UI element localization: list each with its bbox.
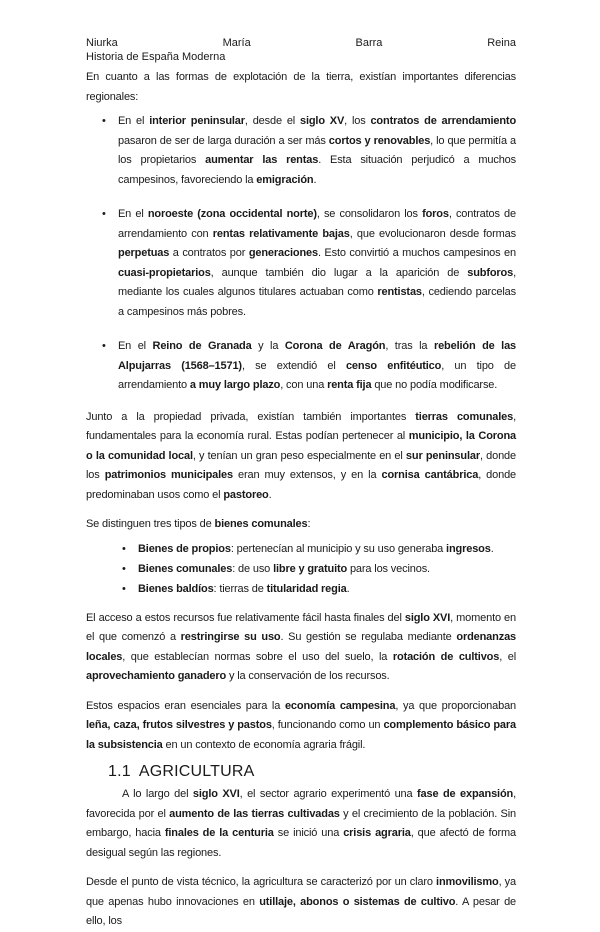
- text: . Esta situación perjudicó a muchos campesinos, favoreciendo la: [118, 154, 516, 186]
- text: , momento en el que comenzó a: [86, 611, 516, 643]
- intro-paragraph: En cuanto a las formas de explotación de la tierra, existían importantes diferencias regionales:: [86, 71, 516, 103]
- keyword: bienes comunales: [214, 518, 308, 530]
- comunales-paragraph: [86, 408, 516, 506]
- text: , lo que permitía a los propietarios: [118, 134, 516, 166]
- text: En el: [118, 340, 153, 352]
- text: , el sector agrario experimentó una: [239, 788, 418, 800]
- keyword: Bienes comunales: [138, 562, 233, 575]
- keyword: emigración: [256, 173, 314, 186]
- keyword: complemento básico para la subsistencia: [86, 719, 517, 751]
- espacios-paragraph: [86, 697, 516, 756]
- keyword: sur peninsular: [405, 449, 480, 462]
- text: se inició una: [273, 827, 344, 839]
- keyword: rotación de cultivos: [392, 650, 500, 663]
- keyword: Bienes baldíos: [138, 582, 214, 595]
- text: , mediante los cuales algunos titulares actuaban como: [118, 266, 516, 298]
- keyword: restringirse su uso: [180, 631, 281, 643]
- document-page: [86, 36, 516, 932]
- text: para los vecinos.: [347, 562, 430, 575]
- keyword: generaciones: [248, 247, 318, 259]
- text: y la: [251, 340, 285, 352]
- keyword: ordenanzas locales: [86, 631, 517, 663]
- text: , que establecían normas sobre el uso del suelo, la: [122, 650, 393, 663]
- keyword: subforos: [467, 266, 514, 279]
- text: Estos espacios eran esenciales para la: [86, 699, 285, 712]
- keyword: siglo XV: [299, 115, 345, 127]
- text: y la conservación de los recursos.: [226, 670, 390, 682]
- text: , tras la: [385, 340, 434, 352]
- list-item-granada-aragon: [86, 337, 516, 396]
- keyword: censo enfitéutico: [345, 359, 442, 372]
- keyword: patrimonios municipales: [104, 469, 233, 481]
- regional-differences-list: [86, 112, 516, 396]
- keyword: pastoreo: [223, 488, 269, 501]
- list-item-baldios: [86, 579, 516, 599]
- keyword: contratos de arrendamiento: [370, 115, 517, 127]
- bullet-icon: •: [122, 562, 126, 575]
- text: , se consolidaron los: [316, 208, 423, 220]
- text: pasaron de ser de larga duración a ser más: [118, 134, 329, 147]
- text: , un tipo de arrendamiento: [118, 359, 516, 391]
- text: , fundamentales para la economía rural. Estas podían pertenecer al: [86, 410, 516, 442]
- text: que no podía modificarse.: [371, 379, 498, 391]
- course-header: Historia de España Moderna: [86, 51, 226, 63]
- text: , el: [499, 650, 516, 663]
- text: y el crecimiento de la población. Sin embargo, hacia: [86, 807, 516, 839]
- list-item-comunales: [86, 559, 516, 579]
- bullet-icon: •: [102, 340, 106, 352]
- keyword: rebelión de las Alpujarras (1568–1571): [118, 340, 517, 372]
- keyword: Corona de Aragón: [284, 340, 386, 352]
- keyword: fase de expansión: [417, 788, 514, 800]
- text: .: [346, 582, 350, 595]
- text: , que afectó de forma desigual según las regiones.: [86, 827, 516, 859]
- text: a contratos por: [169, 247, 249, 259]
- bullet-icon: •: [102, 208, 106, 220]
- author-first-name: Niurka: [86, 37, 118, 49]
- text: , ya que proporcionaban: [395, 699, 517, 712]
- text: En el: [118, 115, 150, 127]
- text: : pertenecían al municipio y su uso generaba: [230, 542, 447, 555]
- keyword: cortos y renovables: [328, 134, 431, 147]
- author-second-name: María: [222, 37, 251, 49]
- bullet-icon: •: [102, 115, 106, 127]
- text: , con una: [280, 379, 328, 391]
- text: eran muy extensos, y en la: [232, 469, 382, 481]
- text: . Su gestión se regulaba mediante: [280, 631, 457, 643]
- text: , que evolucionaron desde formas: [349, 227, 516, 240]
- keyword: titularidad regia: [266, 582, 347, 595]
- section-number: 1.1: [108, 763, 131, 780]
- text: , cediendo parcelas a campesinos más pobres.: [118, 286, 516, 318]
- keyword: libre y gratuito: [273, 562, 348, 575]
- author-second-surname: Reina: [487, 37, 516, 49]
- text: :: [307, 518, 311, 530]
- author-first-surname: Barra: [355, 37, 383, 49]
- text: , se extendió el: [241, 359, 346, 372]
- text: , desde el: [244, 115, 300, 127]
- keyword: finales de la centuria: [164, 827, 274, 839]
- keyword: siglo XVI: [404, 611, 451, 624]
- keyword: tierras comunales: [415, 410, 514, 423]
- text: Junto a la propiedad privada, existían también importantes: [86, 410, 416, 423]
- keyword: cornisa cantábrica: [381, 469, 479, 481]
- text: , contratos de arrendamiento con: [118, 208, 516, 240]
- keyword: leña, caza, frutos silvestres y pastos: [86, 719, 272, 731]
- text: , aunque también dio lugar a la aparición de: [210, 266, 468, 279]
- section-heading: [86, 761, 516, 783]
- text: A lo largo del: [122, 788, 193, 800]
- agricultura-paragraph: [86, 785, 516, 863]
- bullet-icon: •: [122, 582, 126, 595]
- keyword: Bienes de propios: [138, 542, 231, 555]
- tecnico-paragraph: [86, 873, 516, 932]
- text: : tierras de: [213, 582, 267, 595]
- text: En el: [118, 208, 148, 220]
- keyword: municipio, la Corona o la comunidad local: [86, 430, 516, 462]
- text: , donde predominaban usos como el: [86, 469, 517, 501]
- keyword: rentas relativamente bajas: [212, 227, 350, 240]
- keyword: aumento de las tierras cultivadas: [169, 807, 340, 820]
- acceso-paragraph: [86, 609, 516, 687]
- keyword: aprovechamiento ganadero: [86, 670, 227, 682]
- text: : de uso: [232, 562, 274, 575]
- keyword: cuasi-propietarios: [118, 266, 211, 279]
- text: , donde los: [86, 449, 516, 481]
- keyword: interior peninsular: [149, 115, 245, 127]
- keyword: utillaje, abonos o sistemas de cultivo: [259, 895, 456, 908]
- keyword: renta fija: [327, 379, 372, 391]
- text: El acceso a estos recursos fue relativamente fácil hasta finales del: [86, 611, 405, 624]
- keyword: ingresos: [446, 542, 491, 555]
- keyword: aumentar las rentas: [205, 154, 319, 166]
- keyword: perpetuas: [118, 247, 170, 259]
- keyword: noroeste (zona occidental norte): [147, 208, 317, 220]
- list-item-interior: [86, 112, 516, 190]
- keyword: rentistas: [377, 286, 422, 298]
- keyword: inmovilismo: [436, 876, 499, 888]
- keyword: crisis agraria: [343, 827, 411, 839]
- text: .: [268, 488, 272, 501]
- keyword: siglo XVI: [192, 788, 240, 800]
- section-title: AGRICULTURA: [138, 763, 255, 780]
- text: , los: [344, 115, 371, 127]
- text: .: [490, 542, 494, 555]
- text: . Esto convirtió a muchos campesinos en: [317, 247, 516, 259]
- keyword: a muy largo plazo: [189, 379, 281, 391]
- bullet-icon: •: [122, 542, 126, 555]
- text: Desde el punto de vista técnico, la agricultura se caracterizó por un claro: [86, 876, 437, 888]
- keyword: economía campesina: [284, 699, 396, 712]
- text: .: [313, 173, 317, 186]
- bienes-list: [86, 539, 516, 599]
- keyword: foros: [422, 208, 449, 220]
- text: . A pesar de ello, los: [86, 895, 517, 927]
- list-item-propios: [86, 539, 516, 559]
- text: , funcionando como un: [271, 719, 384, 731]
- text: Se distinguen tres tipos de: [86, 518, 215, 530]
- author-header: [86, 36, 516, 50]
- keyword: Reino de Granada: [152, 340, 252, 352]
- text: en un contexto de economía agraria frágil.: [162, 738, 366, 751]
- list-item-noroeste: [86, 205, 516, 322]
- text: , ya que apenas hubo innovaciones en: [86, 876, 516, 908]
- text: , y tenían un gran peso especialmente en el: [192, 449, 406, 462]
- tipos-paragraph: [86, 515, 516, 535]
- text: , favorecida por el: [86, 788, 517, 820]
